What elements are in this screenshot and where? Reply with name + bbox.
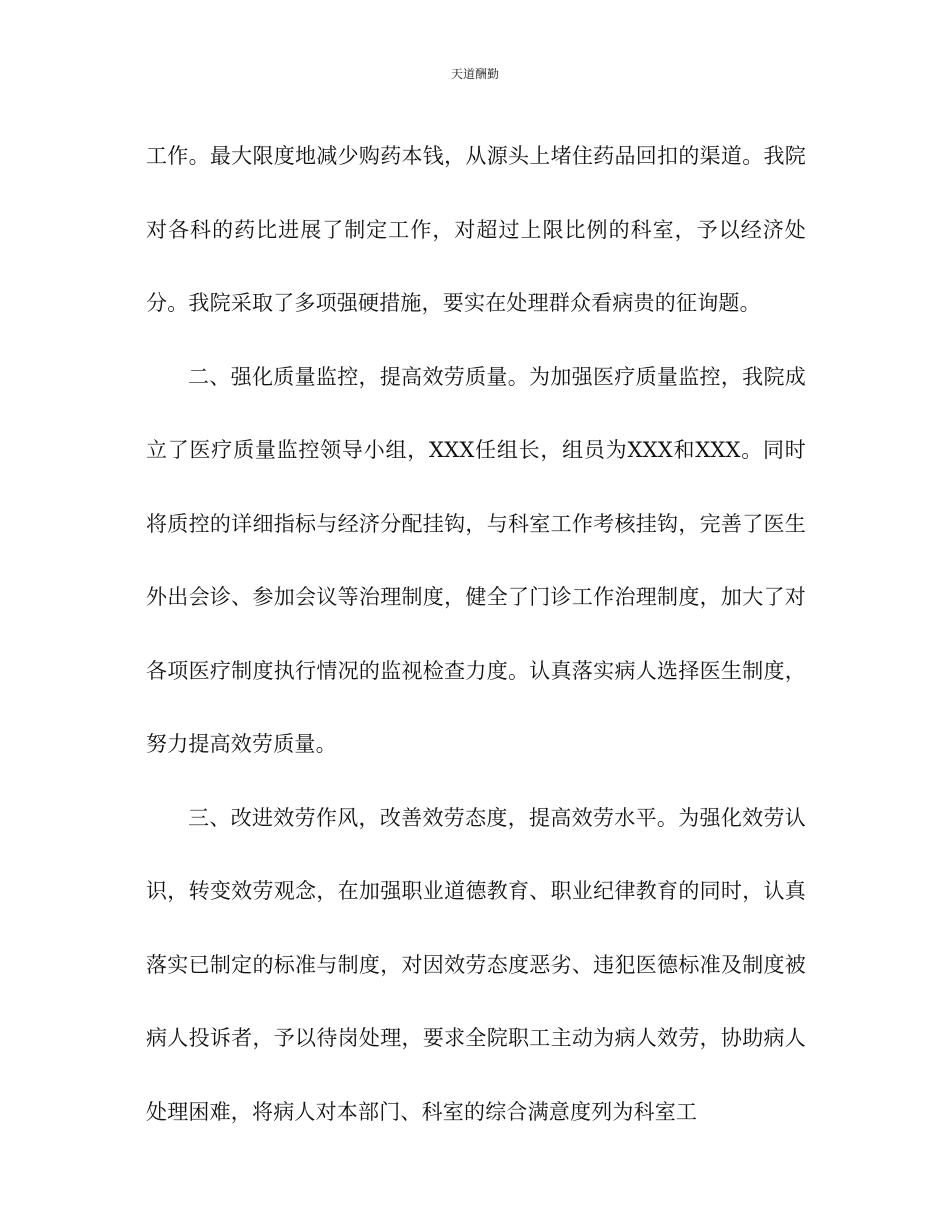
paragraph-2: 二、强化质量监控，提高效劳质量。为加强医疗质量监控，我院成立了医疗质量监控领导小组，XXX任组长，组员为XXX和XXX。同时将质控的详细指标与经济分配挂钩，与科室工作考核挂钩，完善了医生外出会诊、参加会议等治理制度，健全了门诊工作治理制度，加大了对各项医疗制度执行情况的监视检查力度。认真落实病人选择医生制度，努力提高效劳质量。	[146, 364, 806, 756]
paragraph-3: 三、改进效劳作风，改善效劳态度，提高效劳水平。为强化效劳认识，转变效劳观念，在加强职业道德教育、职业纪律教育的同时，认真落实已制定的标准与制度，对因效劳态度恶劣、违犯医德标准及制度被病人投诉者，予以待岗处理，要求全院职工主动为病人效劳，协助病人处理困难，将病人对本部门、科室的综合满意度列为科室工	[146, 805, 806, 1124]
paragraph-1: 工作。最大限度地减少购药本钱，从源头上堵住药品回扣的渠道。我院对各科的药比进展了制定工作，对超过上限比例的科室，予以经济处分。我院采取了多项强硬措施，要实在处理群众看病贵的征询题。	[146, 144, 806, 315]
page-header: 天道酬勤	[450, 67, 499, 81]
document-body	[146, 120, 806, 1149]
